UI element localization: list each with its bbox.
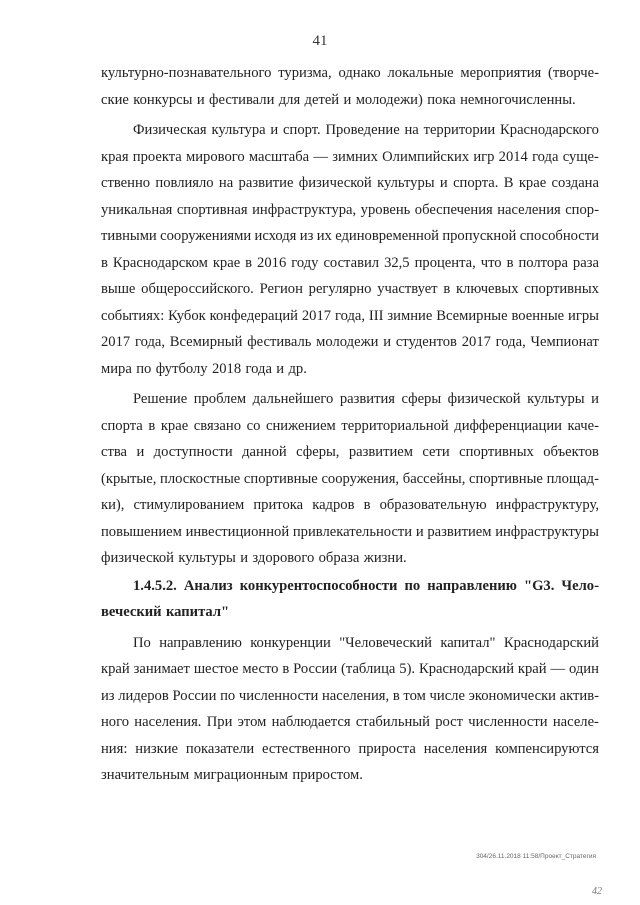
text-line: Решение проблем дальнейшего развития сферы физической культуры и (133, 391, 599, 407)
page-number: 41 (312, 33, 328, 49)
text-line: мира по футболу 2018 года и др. (101, 360, 307, 377)
text-line: край занимает шестое место в России (таблица 5). Краснодарский край — один (101, 661, 599, 677)
text-line: значительным миграционным приростом. (101, 767, 363, 783)
text-line: 2017 года, Всемирный фестиваль молодежи и студентов 2017 года, Чемпионат (101, 334, 599, 350)
section-heading-line: 1.4.5.2. Анализ конкурентоспособности по направлению "G3. Чело- (133, 577, 599, 594)
text-line: культурно-познавательного туризма, однако локальные мероприятия (творче- (101, 65, 599, 81)
text-line: ного населения. При этом наблюдается стабильный рост численности населе- (101, 714, 599, 730)
text-line: повышением инвестиционной привлекательности и развитием инфраструктуры (101, 523, 599, 540)
document-body (101, 60, 599, 789)
text-line: (крытые, плоскостные спортивные сооружения, бассейны, спортивные площад- (101, 470, 599, 487)
text-line: края проекта мирового масштаба — зимних Олимпийских игр 2014 года суще- (101, 148, 599, 165)
text-line: выше общероссийского. Регион регулярно участвует в ключевых спортивных (101, 281, 599, 297)
text-line: в Краснодарском крае в 2016 году составил 32,5 процента, что в полтора раза (101, 254, 599, 271)
text-line: ки), стимулированием притока кадров в образовательную инфраструктуру, (101, 497, 599, 513)
text-line: ния: низкие показатели естественного прироста населения компенсируются (101, 740, 599, 757)
text-line: из лидеров России по численности населения, в том числе экономически актив- (101, 687, 599, 704)
text-line: спорта в крае связано со снижением территориальной дифференциации каче- (101, 417, 599, 434)
text-line: ственно повлияло на развитие физической культуры и спорта. В крае создана (101, 175, 599, 191)
text-line: событиях: Кубок конфедераций 2017 года, III зимние Всемирные военные игры (101, 307, 599, 324)
text-line: По направлению конкуренции "Человеческий капитал" Краснодарский (133, 634, 599, 651)
text-line: физической культуры и здорового образа жизни. (101, 550, 407, 566)
text-line: уникальная спортивная инфраструктура, уровень обеспечения населения спор- (101, 201, 599, 218)
text-line: тивными сооружениями исходя из их единовременной пропускной способности (101, 228, 599, 244)
text-line: ства и доступности данной сферы, развитием сети спортивных объектов (101, 444, 599, 460)
section-heading-line: веческий капитал" (101, 604, 230, 620)
corner-page-number: 42 (592, 886, 602, 897)
text-line: Физическая культура и спорт. Проведение на территории Краснодарского (133, 122, 599, 138)
footer-note: 304/26.11.2018 11:58/Проект_Стратегия (476, 853, 596, 860)
text-line: ские конкурсы и фестивали для детей и молодежи) пока немногочисленны. (101, 91, 576, 108)
